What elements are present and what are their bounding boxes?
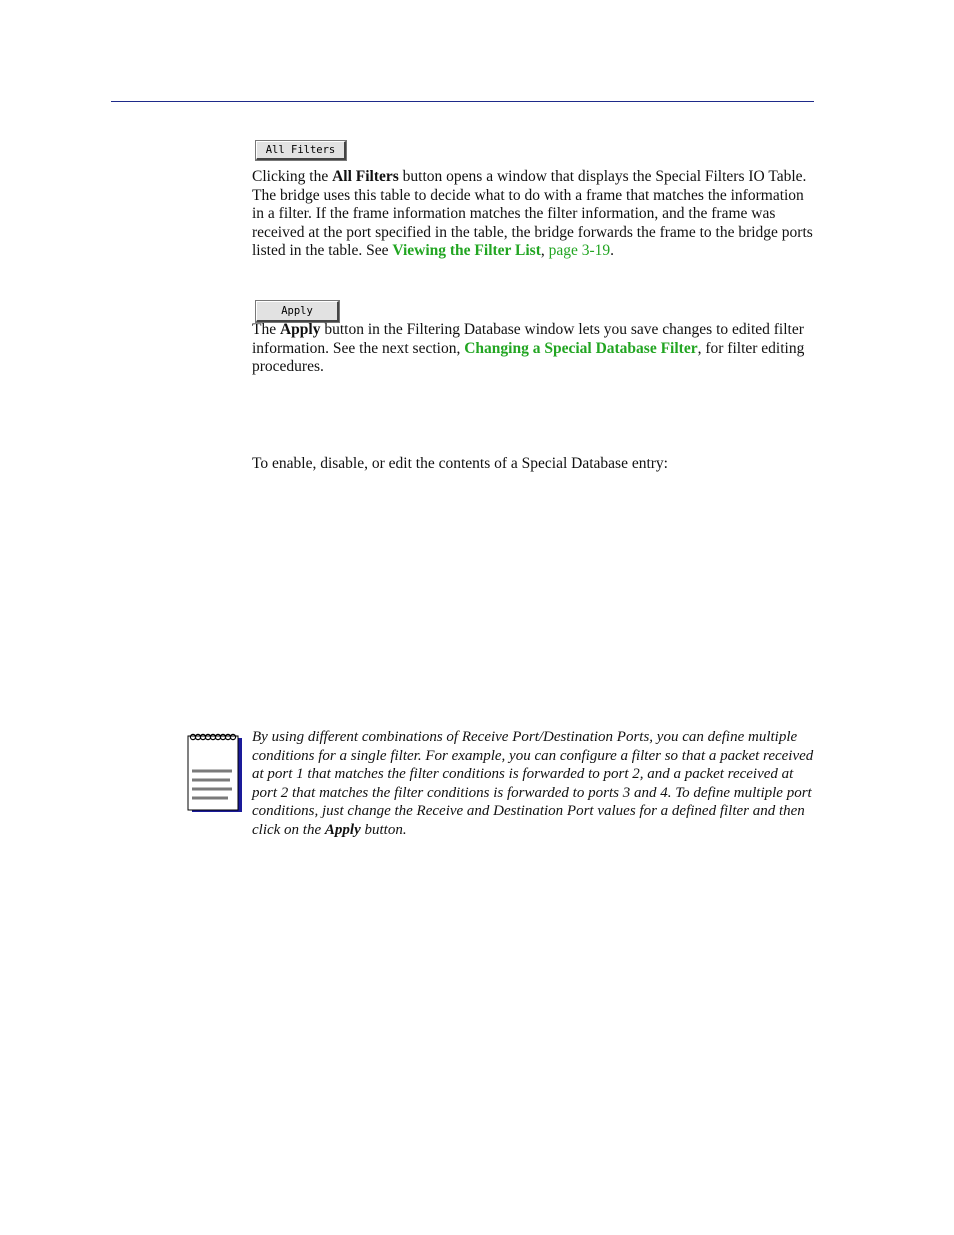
note-bold-apply: Apply [324,821,361,838]
apply-description [252,321,816,377]
p1-text-1: Clicking the [252,168,333,185]
p1-text-2: button opens a window that displays the Special Filters IO Table. The bridge uses this table to decide what to do with a frame that matches the information in a filter. If the frame information matches the filter information, and the frame was received at the port specified in the table, the bridge forwards the frame to the bridge ports listed in the table. See [252,168,813,260]
p2-text-1: The [252,321,280,338]
p2-text-3: , for filter editing procedures. [252,339,805,376]
note-text-1: By using different combinations of Receive Port/Destination Ports, you can define multiple conditions for a single filter. For example, you can configure a filter so that a packet received at port 1 that matches the filter conditions is forwarded to port 2, and a packet received at port 2 that matches the filter conditions is forwarded to ports 3 and 4. To define multiple port conditions, just change the Receive and Destination Port values for a defined filter and then click on the [252,729,814,838]
link-changing-special-database-filter[interactable]: Changing a Special Database Filter [464,339,698,357]
all-filters-button[interactable]: All Filters [256,141,346,160]
p2-bold-apply: Apply [279,321,321,338]
link-viewing-filter-list[interactable]: Viewing the Filter List [392,242,541,260]
apply-button[interactable]: Apply [256,301,339,322]
procedure-intro: To enable, disable, or edit the contents of a Special Database entry: [252,455,668,472]
all-filters-description [252,168,816,261]
p1-bold-all-filters: All Filters [332,168,399,185]
p1-text-4: . [610,242,615,260]
header-rule [111,101,814,102]
link-page-3-19[interactable]: page 3-19 [548,242,611,260]
note-text-2: button. [360,821,407,838]
p2-text-2: button in the Filtering Database window lets you save changes to edited filter information. See the next section, [252,321,804,357]
notepad-icon [186,732,244,814]
note-text [252,728,814,840]
p1-text-3: , [540,242,549,260]
